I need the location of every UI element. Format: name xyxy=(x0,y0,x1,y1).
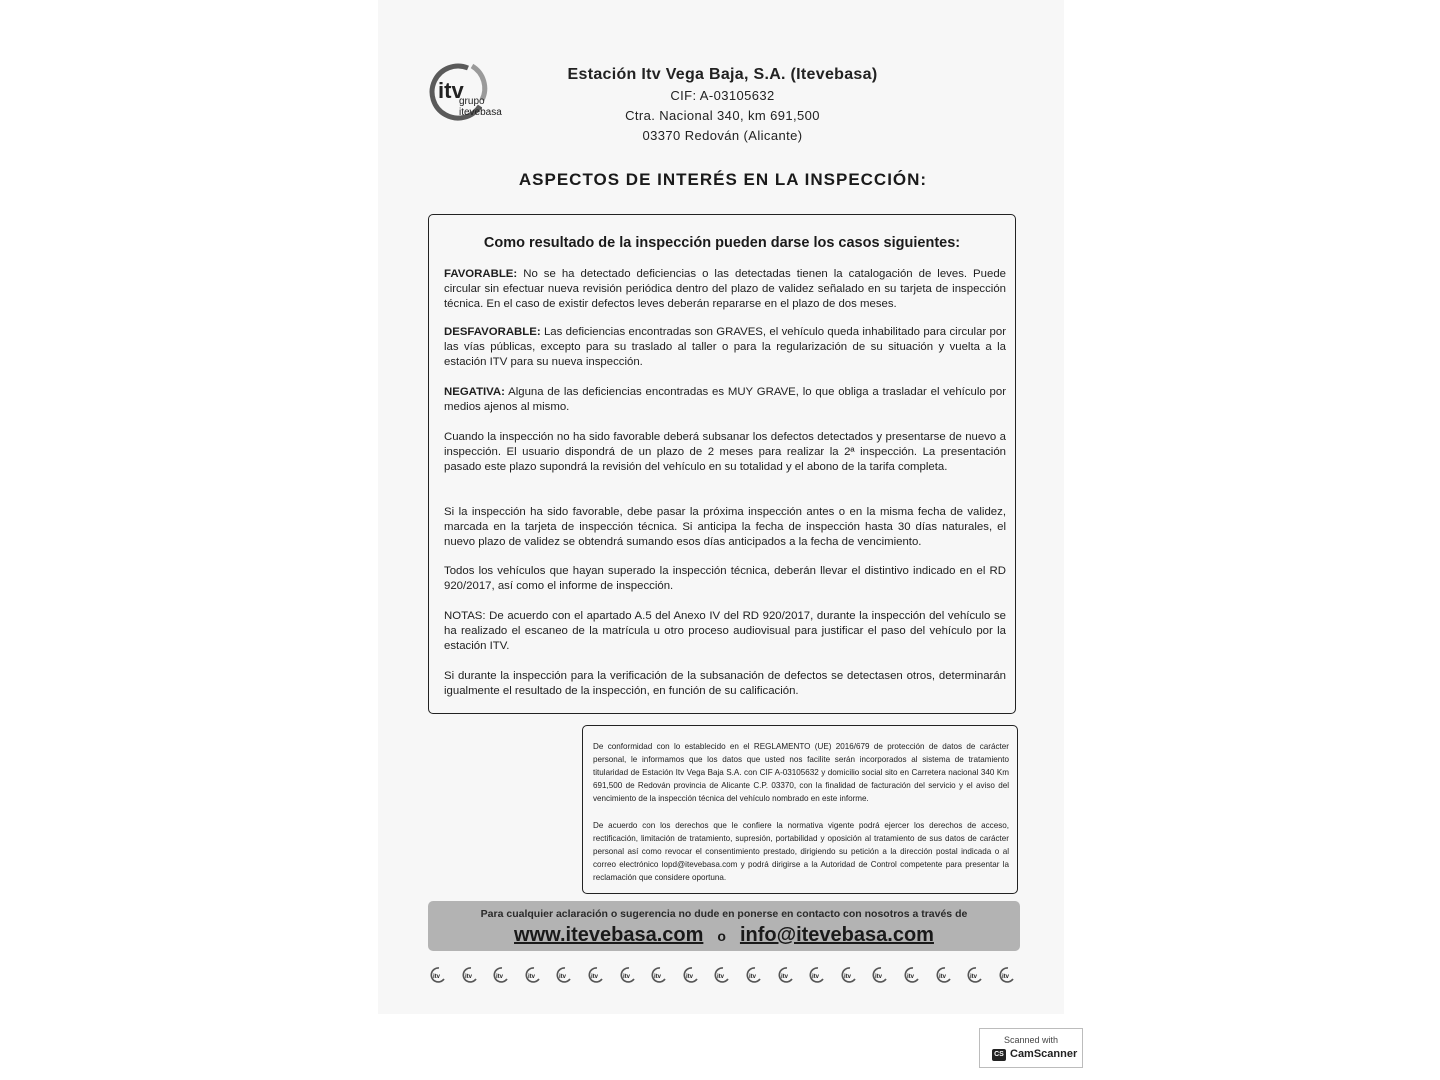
logo-caption xyxy=(459,96,502,118)
svg-text:itv: itv xyxy=(559,974,567,980)
footer-logo-row xyxy=(428,966,1020,988)
inspection-info-box xyxy=(428,214,1016,714)
svg-text:itv: itv xyxy=(843,974,851,980)
box-title: Como resultado de la inspección pueden darse los casos siguientes: xyxy=(483,235,961,251)
contact-intro: Para cualquier aclaración o sugerencia no dude en ponerse en contacto con nosotros a través de xyxy=(480,908,968,920)
svg-text:itv: itv xyxy=(1001,974,1009,980)
itv-mini-logo-icon xyxy=(430,966,448,984)
svg-text:itv: itv xyxy=(907,974,915,980)
svg-text:itv: itv xyxy=(938,974,946,980)
itv-mini-logo-icon xyxy=(462,966,480,984)
paragraph-notas: NOTAS: De acuerdo con el apartado A.5 del Anexo IV del RD 920/2017, durante la inspección del vehículo se ha realizado el escaneo de la matrícula u otro proceso audiovisual para justificar el paso del vehículo por la estación ITV. xyxy=(444,610,1006,652)
privacy-notice-box xyxy=(582,725,1018,894)
itv-mini-logo-icon xyxy=(936,966,954,984)
company-name: Estación Itv Vega Baja, S.A. (Itevebasa) xyxy=(567,66,878,83)
company-header xyxy=(530,64,915,146)
privacy-paragraph-2: De acuerdo con los derechos que le confiere la normativa vigente podrá ejercer los derechos de acceso, rectificación, limitación de tratamiento, supresión, portabilidad y oposición al tratamiento de sus datos de carácter personal así como revocar el consentimiento prestado, dirigiendo su petición a la dirección postal indicada o al correo electrónico lopd@itevebasa.com y podrá dirigirse a la Autoridad de Control competente para presentar la reclamación que considere oportuna. xyxy=(593,821,1009,882)
website-link[interactable]: www.itevebasa.com xyxy=(514,924,704,946)
paragraph-favorable: FAVORABLE: No se ha detectado deficiencias o las detectadas tienen la catalogación de leves. Puede circular sin efectuar nueva revisión periódica dentro del plazo de validez señalado en su tarjeta de inspección técnica. En el caso de existir defectos leves deberán repararse en el plazo de dos meses. xyxy=(444,268,1006,310)
itv-mini-logo-icon xyxy=(525,966,543,984)
camscanner-icon: CS xyxy=(992,1049,1006,1061)
itv-mini-logo-icon xyxy=(778,966,796,984)
scanned-with-label: Scanned with xyxy=(1003,1035,1059,1045)
paragraph-negativa: NEGATIVA: Alguna de las deficiencias encontradas es MUY GRAVE, lo que obliga a trasladar el vehículo por medios ajenos al mismo. xyxy=(444,386,1006,413)
svg-text:itv: itv xyxy=(970,974,978,980)
camscanner-label xyxy=(992,1048,1077,1060)
logo-caption-line2: itevebasa xyxy=(459,107,502,118)
contact-separator: o xyxy=(717,928,726,944)
itv-mini-logo-icon xyxy=(683,966,701,984)
svg-text:itv: itv xyxy=(527,974,535,980)
svg-text:itv: itv xyxy=(622,974,630,980)
company-address-2: 03370 Redován (Alicante) xyxy=(642,128,803,143)
itv-mini-logo-icon xyxy=(493,966,511,984)
itv-mini-logo-icon xyxy=(841,966,859,984)
page-title: ASPECTOS DE INTERÉS EN LA INSPECCIÓN: xyxy=(518,170,928,189)
itv-mini-logo-icon xyxy=(999,966,1017,984)
itv-mini-logo-icon xyxy=(714,966,732,984)
svg-text:itv: itv xyxy=(433,974,441,980)
paragraph-distintivo: Todos los vehículos que hayan superado la inspección técnica, deberán llevar el distintivo indicado en el RD 920/2017, así como el informe de inspección. xyxy=(444,565,1006,592)
paragraph-desfavorable: DESFAVORABLE: Las deficiencias encontradas son GRAVES, el vehículo queda inhabilitado para circular por las vías públicas, excepto para su traslado al taller o para la regularización de su situación y vuelta a la estación ITV para su nueva inspección. xyxy=(444,326,1006,368)
svg-text:itv: itv xyxy=(464,974,472,980)
itv-mini-logo-icon xyxy=(872,966,890,984)
svg-text:itv: itv xyxy=(749,974,757,980)
svg-text:itv: itv xyxy=(438,78,464,103)
email-link[interactable]: info@itevebasa.com xyxy=(739,924,934,946)
itv-mini-logo-icon xyxy=(746,966,764,984)
svg-text:itv: itv xyxy=(875,974,883,980)
svg-text:itv: itv xyxy=(717,974,725,980)
contact-links xyxy=(428,924,1020,947)
camscanner-badge xyxy=(979,1028,1083,1068)
svg-text:itv: itv xyxy=(780,974,788,980)
itv-mini-logo-icon xyxy=(588,966,606,984)
logo-caption-line1: grupo xyxy=(459,96,485,107)
company-address-1: Ctra. Nacional 340, km 691,500 xyxy=(625,108,820,123)
camscanner-name: CamScanner xyxy=(1010,1048,1078,1060)
company-cif: CIF: A-03105632 xyxy=(670,88,775,103)
svg-text:itv: itv xyxy=(685,974,693,980)
svg-text:itv: itv xyxy=(812,974,820,980)
itv-mini-logo-icon xyxy=(556,966,574,984)
svg-text:itv: itv xyxy=(496,974,504,980)
svg-text:itv: itv xyxy=(654,974,662,980)
itv-mini-logo-icon xyxy=(651,966,669,984)
paragraph-subsanacion: Si durante la inspección para la verificación de la subsanación de defectos se detectasen otros, determinarán igualmente el resultado de la inspección, en función de su calificación. xyxy=(444,670,1006,697)
svg-text:itv: itv xyxy=(591,974,599,980)
paragraph-reinspection: Cuando la inspección no ha sido favorable deberá subsanar los defectos detectados y presentarse de nuevo a inspección. El usuario dispondrá de un plazo de 2 meses para realizar la 2ª inspección. La presentación pasado este plazo supondrá la revisión del vehículo en su totalidad y el abono de la tarifa completa. xyxy=(444,431,1006,473)
itv-mini-logo-icon xyxy=(809,966,827,984)
paragraph-validity: Si la inspección ha sido favorable, debe pasar la próxima inspección antes o en la misma fecha de validez, marcada en la tarjeta de inspección técnica. Si anticipa la fecha de inspección hasta 30 días naturales, el nuevo plazo de validez se obtendrá sumando esos días anticipados a la fecha de vencimiento. xyxy=(444,506,1006,548)
itv-mini-logo-icon xyxy=(967,966,985,984)
itv-mini-logo-icon xyxy=(904,966,922,984)
privacy-paragraph-1: De conformidad con lo establecido en el REGLAMENTO (UE) 2016/679 de protección de datos de carácter personal, le informamos que los datos que usted nos facilite serán incorporados al sistema de tratamiento titularidad de Estación Itv Vega Baja S.A. con CIF A-03105632 y domicilio social sito en Carretera nacional 340 Km 691,500 de Redován provincia de Alicante C.P. 03370, con la finalidad de facturación del servicio y el aviso del vencimiento de la inspección técnica del vehículo nombrado en este informe. xyxy=(593,742,1009,803)
contact-band xyxy=(428,901,1020,951)
itv-mini-logo-icon xyxy=(620,966,638,984)
